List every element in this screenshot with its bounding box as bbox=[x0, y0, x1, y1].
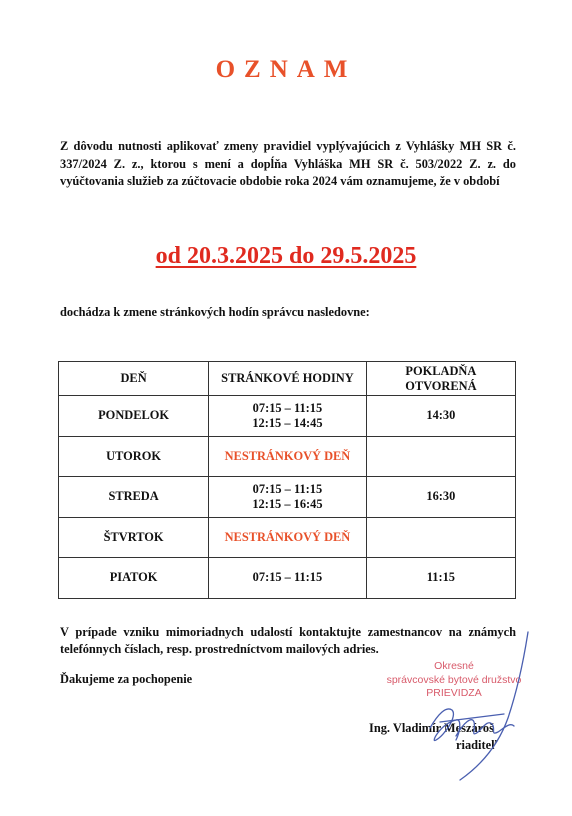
cash-cell: 14:30 bbox=[366, 396, 515, 437]
day-cell: STREDA bbox=[59, 477, 209, 518]
header-hours-label: STRÁNKOVÉ HODINY bbox=[221, 371, 354, 385]
table-row bbox=[59, 558, 516, 599]
table-row bbox=[59, 396, 516, 437]
handwritten-signature bbox=[400, 628, 540, 788]
day-cell: PIATOK bbox=[59, 558, 209, 599]
header-cash-desk bbox=[366, 362, 515, 396]
hours-cell bbox=[209, 477, 367, 518]
hours-cell: 07:15 – 11:15 bbox=[209, 558, 367, 599]
day-cell: PONDELOK bbox=[59, 396, 209, 437]
cash-cell: 11:15 bbox=[366, 558, 515, 599]
stamp-line: správcovské bytové družstvo bbox=[386, 673, 522, 686]
page-title: OZNAM bbox=[215, 56, 357, 83]
header-hours bbox=[209, 362, 367, 396]
table-row bbox=[59, 436, 516, 477]
signatory-role: riaditeľ bbox=[456, 738, 497, 752]
day-cell: ŠTVRTOK bbox=[59, 517, 209, 558]
header-day bbox=[59, 362, 209, 396]
closed-day-cell: NESTRÁNKOVÝ DEŇ bbox=[209, 517, 367, 558]
cash-cell bbox=[366, 436, 515, 477]
table-header-row bbox=[59, 362, 516, 396]
office-hours-table bbox=[58, 361, 516, 599]
table-row bbox=[59, 477, 516, 518]
cash-cell: 16:30 bbox=[366, 477, 515, 518]
emergency-notice: V prípade vzniku mimoriadnych udalostí kontaktujte zamestnancov na známych telefónnych číslach, resp. prostredníctvom mailových adries. bbox=[60, 625, 516, 656]
hours-line: 12:15 – 16:45 bbox=[252, 496, 323, 511]
hours-line: 12:15 – 14:45 bbox=[252, 415, 323, 430]
thanks-line: Ďakujeme za pochopenie bbox=[60, 672, 193, 686]
changes-statement: dochádza k zmene stránkových hodín správcu nasledovne: bbox=[60, 305, 370, 319]
hours-cell bbox=[209, 396, 367, 437]
intro-paragraph: Z dôvodu nutnosti aplikovať zmeny pravidiel vyplývajúcich z Vyhlášky MH SR č. 337/2024 Z. z., ktorou s mení a dopĺňa Vyhláška MH SR č. 503/2022 Z. z. do vyúčtovania služieb za zúčtovacie obdobie roka 2024 vám oznamujeme, že v období bbox=[60, 139, 516, 189]
stamp-line: Okresné bbox=[434, 660, 474, 672]
day-cell: UTOROK bbox=[59, 436, 209, 477]
cash-cell bbox=[366, 517, 515, 558]
hours-line: 07:15 – 11:15 bbox=[252, 400, 323, 415]
period-dates: od 20.3.2025 do 29.5.2025 bbox=[155, 243, 417, 269]
table-row bbox=[59, 517, 516, 558]
hours-line: 07:15 – 11:15 bbox=[252, 481, 323, 496]
header-day-label: DEŇ bbox=[120, 371, 147, 385]
header-cash-desk-label: POKLADŇA OTVORENÁ bbox=[405, 363, 477, 393]
signatory-name: Ing. Vladimír Meszároš bbox=[369, 721, 494, 735]
closed-day-cell: NESTRÁNKOVÝ DEŇ bbox=[209, 436, 367, 477]
stamp-line: PRIEVIDZA bbox=[426, 687, 482, 699]
